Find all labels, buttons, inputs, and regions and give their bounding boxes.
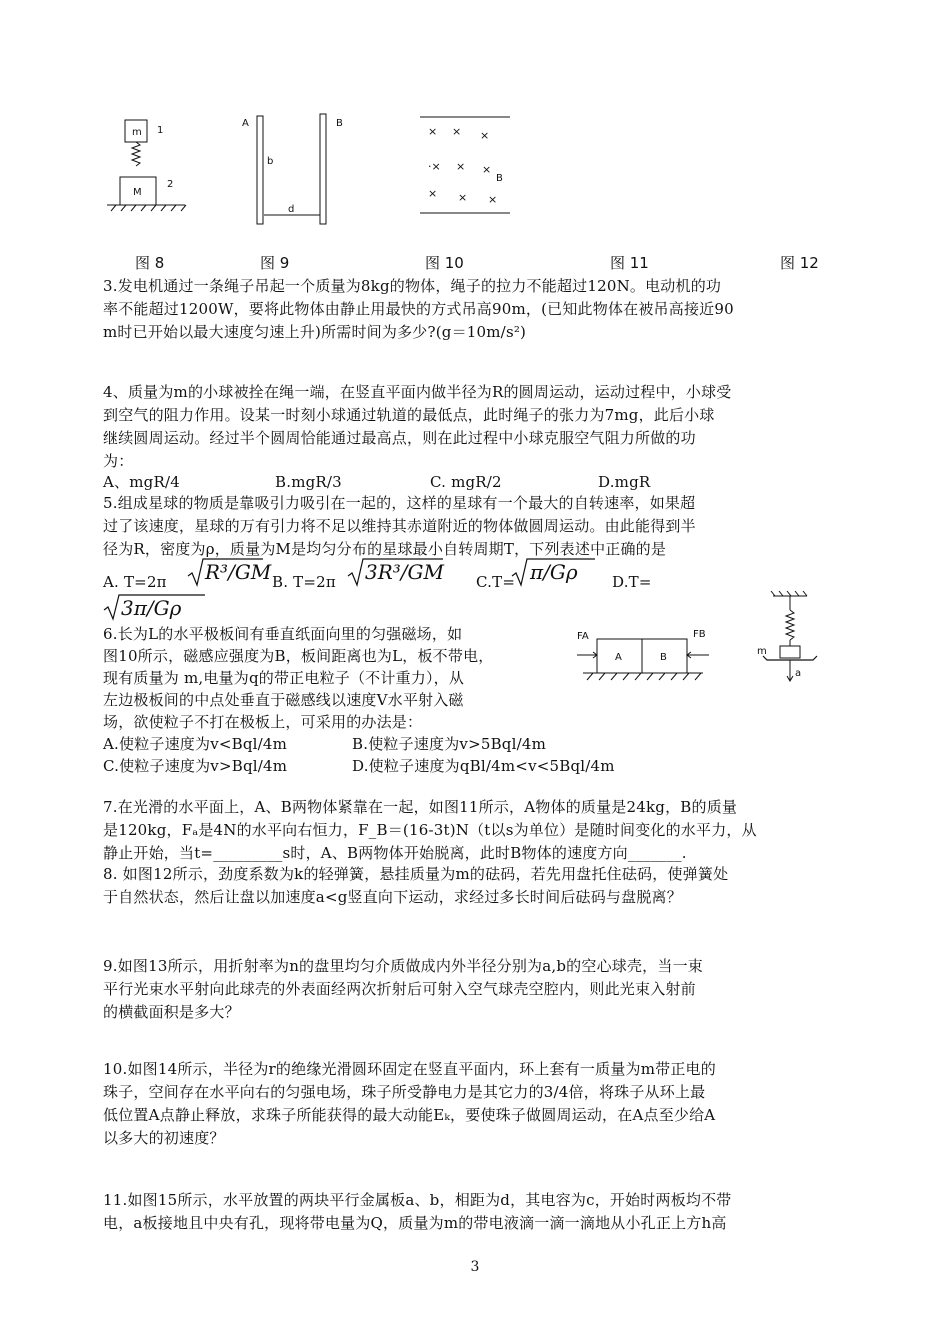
problem-4-option-a: A、mgR/4 (103, 473, 180, 491)
problem-11-line: 11.如图15所示，水平放置的两块平行金属板a、b，相距为d，其电容为c，开始时两板均不带 (103, 1191, 732, 1209)
page-number: 3 (470, 1259, 480, 1275)
fig12-label-m: m (757, 646, 767, 657)
figure-10-caption: 图 10 (425, 254, 464, 272)
fig9-label-b: b (267, 156, 274, 167)
problem-6-option-a: A.使粒子速度为v<Bql/4m (103, 735, 288, 753)
problem-5-option-c-formula: π/Gρ (530, 560, 578, 584)
fig9-label-A: A (242, 118, 249, 129)
svg-text:×: × (452, 125, 462, 138)
problem-4-line: 继续圆周运动。经过半个圆周恰能通过最高点，则在此过程中小球克服空气阻力所做的功 (103, 429, 696, 447)
problem-5-option-d-formula: 3π/Gρ (121, 596, 182, 620)
problem-5-line: 径为R，密度为ρ，质量为M是均匀分布的星球最小自转周期T，下列表述中正确的是 (103, 540, 667, 558)
problem-7-line: 静止开始，当t=_________s时，A、B两物体开始脱离，此时B物体的速度方向_______. (103, 844, 687, 862)
problem-8-line: 8. 如图12所示，劲度系数为k的轻弹簧，悬挂质量为m的砝码，若先用盘托住砝码，使弹簧处 (103, 865, 729, 883)
fig10-label-B: B (496, 173, 503, 184)
problem-7-line: 7.在光滑的水平面上，A、B两物体紧靠在一起，如图11所示，A物体的质量是24kg，B的质量 (103, 798, 738, 816)
svg-text:×: × (482, 163, 492, 176)
problem-6-line: 6.长为L的水平极板间有垂直纸面向里的匀强磁场，如 (103, 625, 463, 643)
fig11-label-FA: FA (577, 631, 589, 642)
problem-4-line: 4、质量为m的小球被拴在绳一端，在竖直平面内做半径为R的圆周运动，运动过程中，小球受 (103, 383, 732, 401)
svg-text:×: × (456, 160, 466, 173)
svg-text:×: × (428, 125, 438, 138)
fig8-label-1: 1 (157, 125, 164, 136)
figure-9-diagram (240, 112, 360, 227)
svg-text:×: × (458, 191, 468, 204)
problem-3-line: m时已开始以最大速度匀速上升)所需时间为多少?(g＝10m/s²) (103, 323, 527, 341)
problem-5-option-d-prefix: D.T= (612, 573, 652, 591)
fig8-label-2: 2 (167, 179, 174, 190)
figure-11-diagram (575, 625, 715, 695)
fig8-label-M: M (133, 187, 142, 198)
problem-6-line: 场，欲使粒子不打在极板上，可采用的办法是： (103, 713, 423, 731)
problem-6-option-d: D.使粒子速度为qBl/4m<v<5Bql/4m (352, 757, 615, 775)
svg-text:×: × (428, 187, 438, 200)
problem-10-line: 低位置A点静止释放，求珠子所能获得的最大动能Eₖ，要使珠子做圆周运动，在A点至少给A (103, 1106, 716, 1124)
svg-text:×: × (480, 129, 490, 142)
problem-5-line: 5.组成星球的物质是靠吸引力吸引在一起的，这样的星球有一个最大的自转速率，如果超 (103, 494, 696, 512)
figure-8-caption: 图 8 (135, 254, 165, 272)
problem-5-line: 过了该速度，星球的万有引力将不足以维持其赤道附近的物体做圆周运动。由此能得到半 (103, 517, 696, 535)
problem-10-line: 以多大的初速度？ (103, 1129, 225, 1147)
fig11-label-FB: FB (693, 629, 706, 640)
problem-8-line: 于自然状态，然后让盘以加速度a<g竖直向下运动，求经过多长时间后砝码与盘脱离？ (103, 888, 682, 906)
problem-4-option-c: C. mgR/2 (430, 473, 502, 491)
figure-12-caption: 图 12 (780, 254, 819, 272)
problem-4-option-b: B.mgR/3 (275, 473, 342, 491)
fig12-label-a: a (795, 668, 802, 679)
svg-text:×: × (488, 193, 498, 206)
problem-5-option-a-prefix: A. T=2π (103, 573, 167, 591)
problem-4-option-d: D.mgR (598, 473, 651, 491)
fig9-label-B: B (336, 118, 343, 129)
problem-9-line: 平行光束水平射向此球壳的外表面经两次折射后可射入空气球壳空腔内，则此光束入射前 (103, 980, 696, 998)
problem-5-option-a-formula: R³/GM (205, 560, 272, 584)
problem-4-line: 为： (103, 452, 134, 470)
fig9-label-d: d (288, 204, 295, 215)
problem-6-option-b: B.使粒子速度为v>5Bql/4m (352, 735, 547, 753)
figure-10-diagram (420, 115, 520, 220)
problem-5-option-b-formula: 3R³/GM (365, 560, 444, 584)
problem-9-line: 的横截面积是多大？ (103, 1003, 240, 1021)
fig11-label-B: B (660, 652, 667, 663)
svg-text:·×: ·× (428, 160, 441, 173)
problem-10-line: 珠子，空间存在水平向右的匀强电场，珠子所受静电力是其它力的3/4倍，将珠子从环上最 (103, 1083, 706, 1101)
figure-9-caption: 图 9 (260, 254, 290, 272)
figure-11-caption: 图 11 (610, 254, 649, 272)
fig11-label-A: A (615, 652, 622, 663)
problem-3-line: 3.发电机通过一条绳子吊起一个质量为8kg的物体，绳子的拉力不能超过120N。电动机的功 (103, 277, 722, 295)
figure-12-diagram (755, 590, 825, 690)
problem-11-line: 电，a板接地且中央有孔，现将带电量为Q，质量为m的带电液滴一滴一滴地从小孔正上方h高 (103, 1214, 727, 1232)
problem-5-option-b-prefix: B. T=2π (272, 573, 336, 591)
problem-9-line: 9.如图13所示，用折射率为n的盘里均匀介质做成内外半径分别为a,b的空心球壳，当一束 (103, 957, 703, 975)
problem-6-line: 现有质量为 m,电量为q的带正电粒子（不计重力），从 (103, 669, 465, 687)
problem-5-option-c-prefix: C.T= (476, 573, 516, 591)
problem-7-line: 是120kg，Fₐ是4N的水平向右恒力，F_B＝(16-3t)N（t以s为单位）是随时间变化的水平力，从 (103, 821, 757, 839)
problem-6-line: 左边极板间的中点处垂直于磁感线以速度V水平射入磁 (103, 691, 464, 709)
fig8-label-m: m (132, 127, 142, 138)
problem-10-line: 10.如图14所示，半径为r的绝缘光滑圆环固定在竖直平面内，环上套有一质量为m带正电的 (103, 1060, 716, 1078)
problem-3-line: 率不能超过1200W，要将此物体由静止用最快的方式吊高90m，(已知此物体在被吊高接近90 (103, 300, 734, 318)
problem-4-line: 到空气的阻力作用。设某一时刻小球通过轨道的最低点，此时绳子的张力为7mg，此后小球 (103, 406, 715, 424)
problem-6-option-c: C.使粒子速度为v>Bql/4m (103, 757, 288, 775)
problem-6-line: 图10所示，磁感应强度为B，板间距离也为L，板不带电， (103, 647, 494, 665)
figure-8-diagram (105, 115, 195, 225)
